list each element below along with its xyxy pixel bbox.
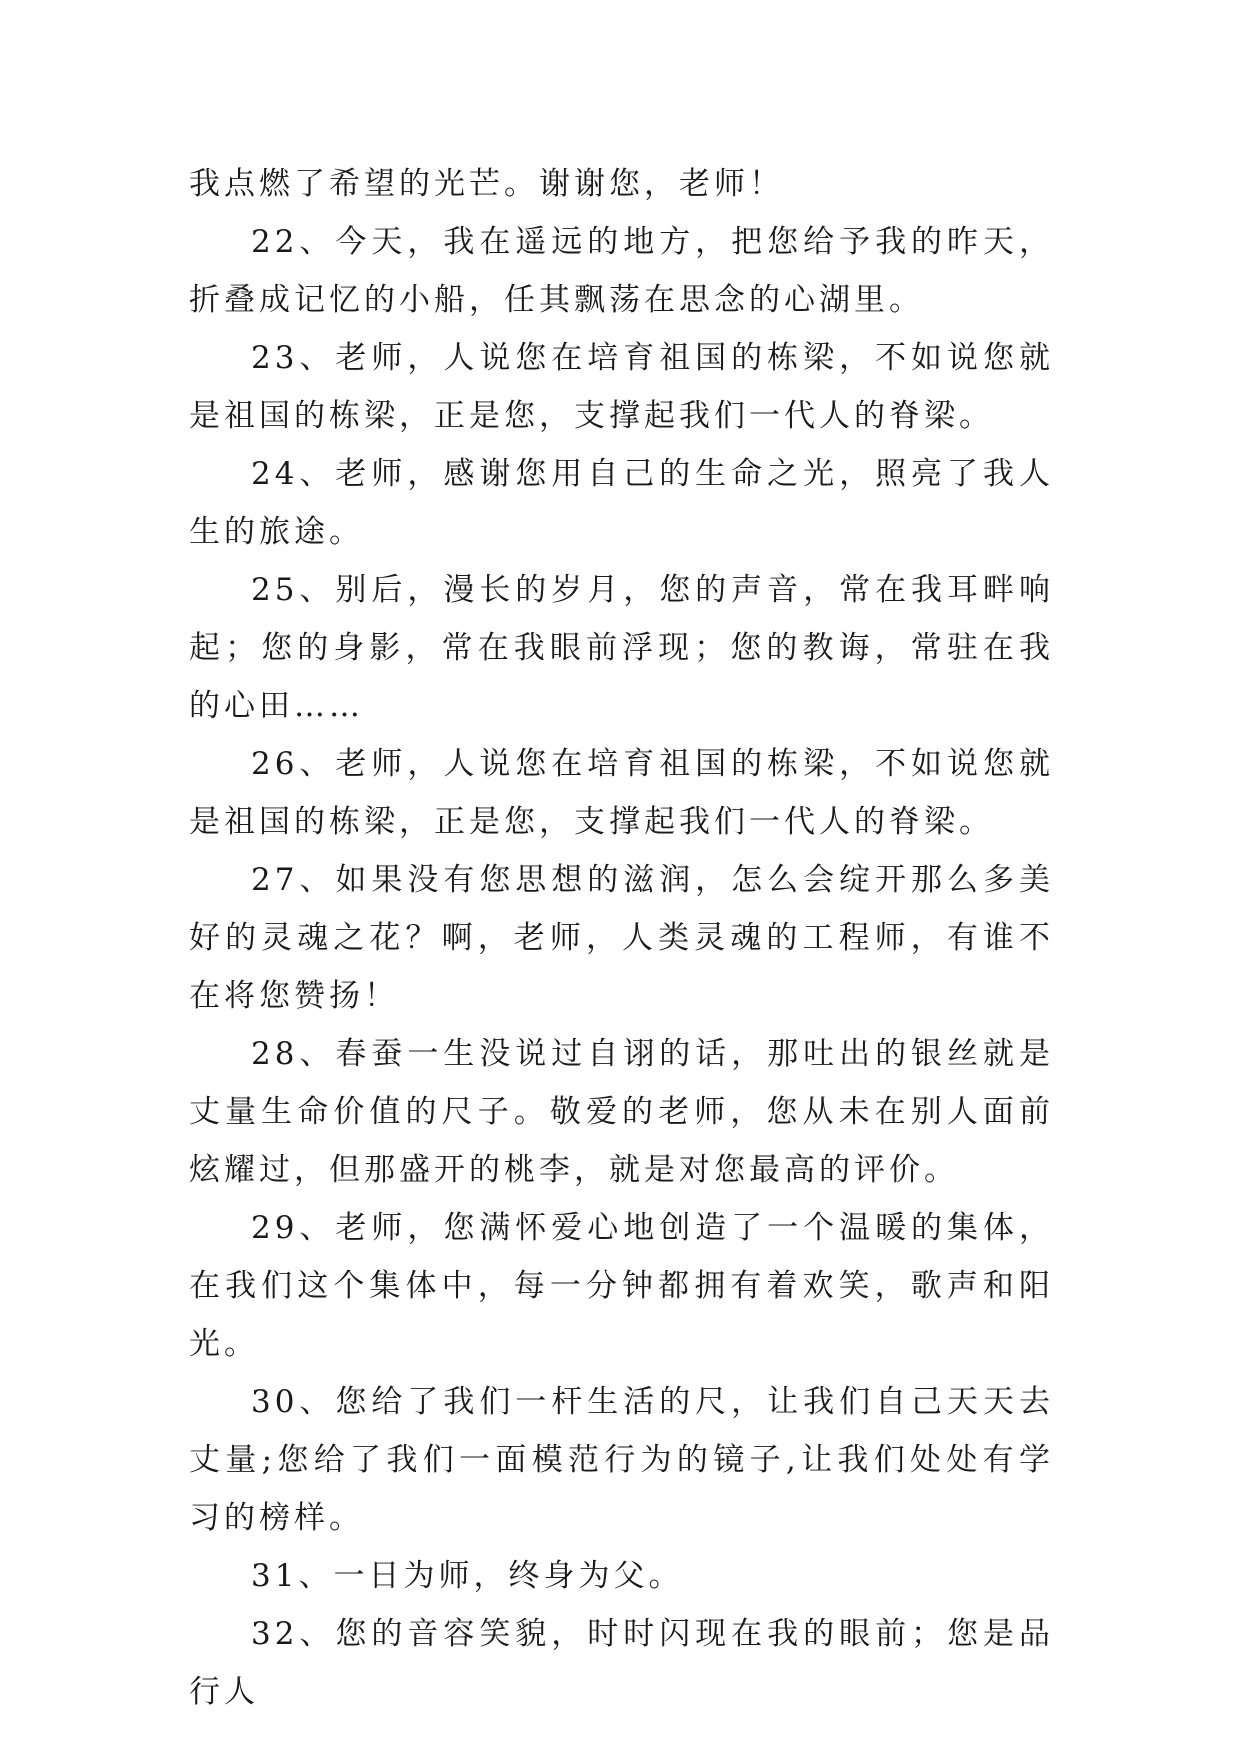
paragraph-25: 25、别后，漫长的岁月，您的声音，常在我耳畔响起；您的身影，常在我眼前浮现；您的教诲，常驻在我的心田…… [189, 572, 1054, 724]
paragraph-29: 29、老师，您满怀爱心地创造了一个温暖的集体，在我们这个集体中，每一分钟都拥有着欢笑，歌声和阳光。 [189, 1210, 1054, 1362]
paragraph-24: 24、老师，感谢您用自己的生命之光，照亮了我人生的旅途。 [189, 456, 1054, 550]
paragraph-30: 30、您给了我们一杆生活的尺，让我们自己天天去丈量;您给了我们一面模范行为的镜子,让我们处处有学习的榜样。 [189, 1384, 1054, 1536]
paragraph-28: 28、春蚕一生没说过自诩的话，那吐出的银丝就是丈量生命价值的尺子。敬爱的老师，您从未在别人面前炫耀过，但那盛开的桃李，就是对您最高的评价。 [189, 1036, 1054, 1188]
paragraph-22: 22、今天，我在遥远的地方，把您给予我的昨天，折叠成记忆的小船，任其飘荡在思念的心湖里。 [189, 224, 1054, 318]
paragraph-32: 32、您的音容笑貌，时时闪现在我的眼前；您是品行人 [189, 1616, 1054, 1710]
paragraph-26: 26、老师，人说您在培育祖国的栋梁，不如说您就是祖国的栋梁，正是您，支撑起我们一代人的脊梁。 [189, 746, 1054, 840]
document-body [189, 155, 1054, 1721]
paragraph-continuation: 我点燃了希望的光芒。谢谢您，老师！ [189, 166, 784, 202]
paragraph-27: 27、如果没有您思想的滋润，怎么会绽开那么多美好的灵魂之花？啊，老师，人类灵魂的工程师，有谁不在将您赞扬！ [189, 862, 1054, 1014]
paragraph-31: 31、一日为师，终身为父。 [251, 1558, 684, 1594]
paragraph-23: 23、老师，人说您在培育祖国的栋梁，不如说您就是祖国的栋梁，正是您，支撑起我们一代人的脊梁。 [189, 340, 1054, 434]
